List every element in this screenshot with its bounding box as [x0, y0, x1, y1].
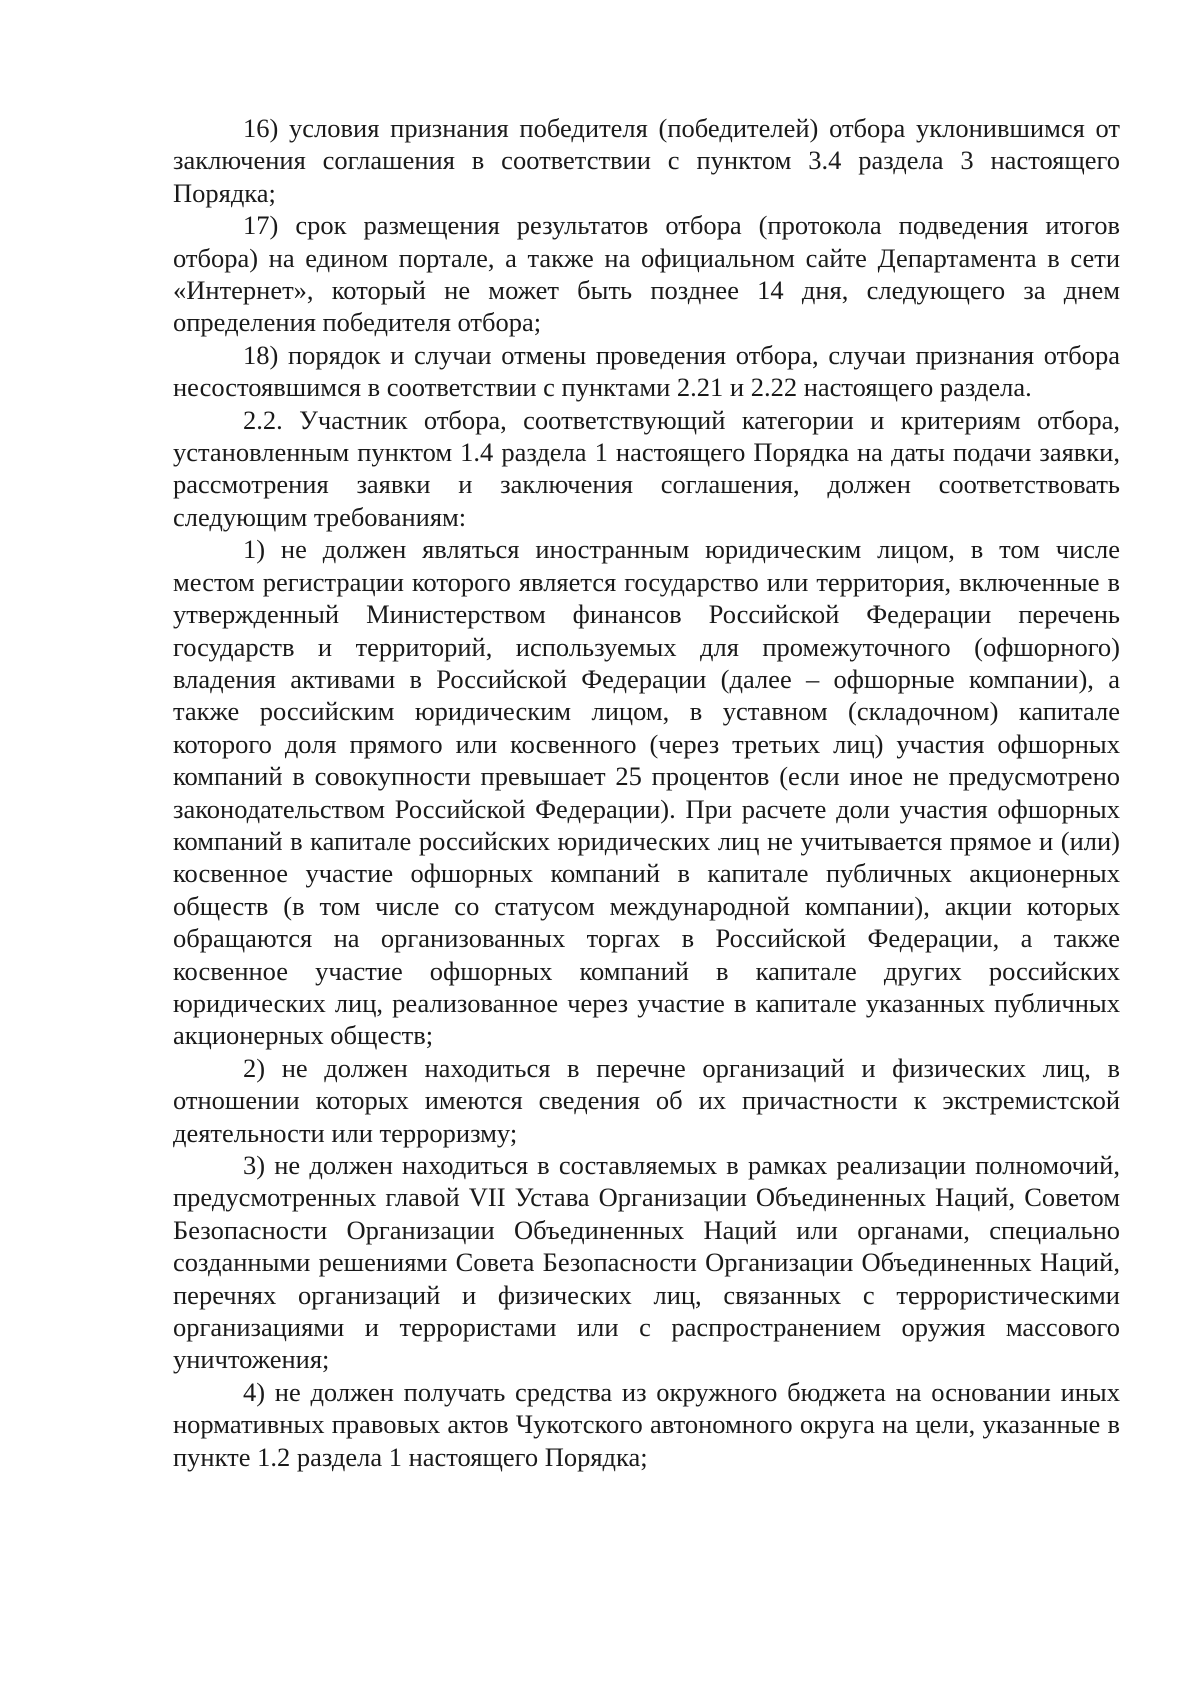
paragraph-section-2-2: 2.2. Участник отбора, соответствующий категории и критериям отбора, установленным пунктом 1.4 раздела 1 настоящего Порядка на даты подачи заявки, рассмотрения заявки и заключения соглашения, должен соответствовать следующим требованиям: [173, 404, 1120, 532]
paragraph-requirement-3: 3) не должен находиться в составляемых в рамках реализации полномочий, предусмотренных главой VII Устава Организации Объединенных Наций, Советом Безопасности Организации Объединенных Наций или органами, специально созданными решениями Совета Безопасности Организации Объединенных Наций, перечнях организаций и физических лиц, связанных с террористическими организациями и террористами или с распространением оружия массового уничтожения; [173, 1150, 1120, 1375]
document-body [173, 112, 1120, 1473]
paragraph-item-16: 16) условия признания победителя (победителей) отбора уклонившимся от заключения соглашения в соответствии с пунктом 3.4 раздела 3 настоящего Порядка; [173, 113, 1120, 208]
paragraph-item-17: 17) срок размещения результатов отбора (протокола подведения итогов отбора) на едином портале, а также на официальном сайте Департамента в сети «Интернет», который не может быть позднее 14 дня, следующего за днем определения победителя отбора; [173, 210, 1120, 338]
paragraph-requirement-4: 4) не должен получать средства из окружного бюджета на основании иных нормативных правовых актов Чукотского автономного округа на цели, указанные в пункте 1.2 раздела 1 настоящего Порядка; [173, 1376, 1120, 1472]
paragraph-requirement-2: 2) не должен находиться в перечне организаций и физических лиц, в отношении которых имеются сведения об их причастности к экстремистской деятельности или терроризму; [173, 1052, 1120, 1148]
paragraph-requirement-1: 1) не должен являться иностранным юридическим лицом, в том числе местом регистрации которого является государство или территория, включенные в утвержденный Министерством финансов Российской Федерации перечень государств и территорий, используемых для промежуточного (офшорного) владения активами в Российской Федерации (далее – офшорные компании), а также российским юридическим лицом, в уставном (складочном) капитале которого доля прямого или косвенного (через третьих лиц) участия офшорных компаний в совокупности превышает 25 процентов (если иное не предусмотрено законодательством Российской Федерации). При расчете доли участия офшорных компаний в капитале российских юридических лиц не учитывается прямое и (или) косвенное участие офшорных компаний в капитале публичных акционерных обществ (в том числе со статусом международной компании), акции которых обращаются на организованных торгах в Российской Федерации, а также косвенное участие офшорных компаний в капитале других российских юридических лиц, реализованное через участие в капитале указанных публичных акционерных обществ; [173, 534, 1120, 1051]
paragraph-item-18: 18) порядок и случаи отмены проведения отбора, случаи признания отбора несостоявшимся в соответствии с пунктами 2.21 и 2.22 настоящего раздела. [173, 339, 1120, 403]
